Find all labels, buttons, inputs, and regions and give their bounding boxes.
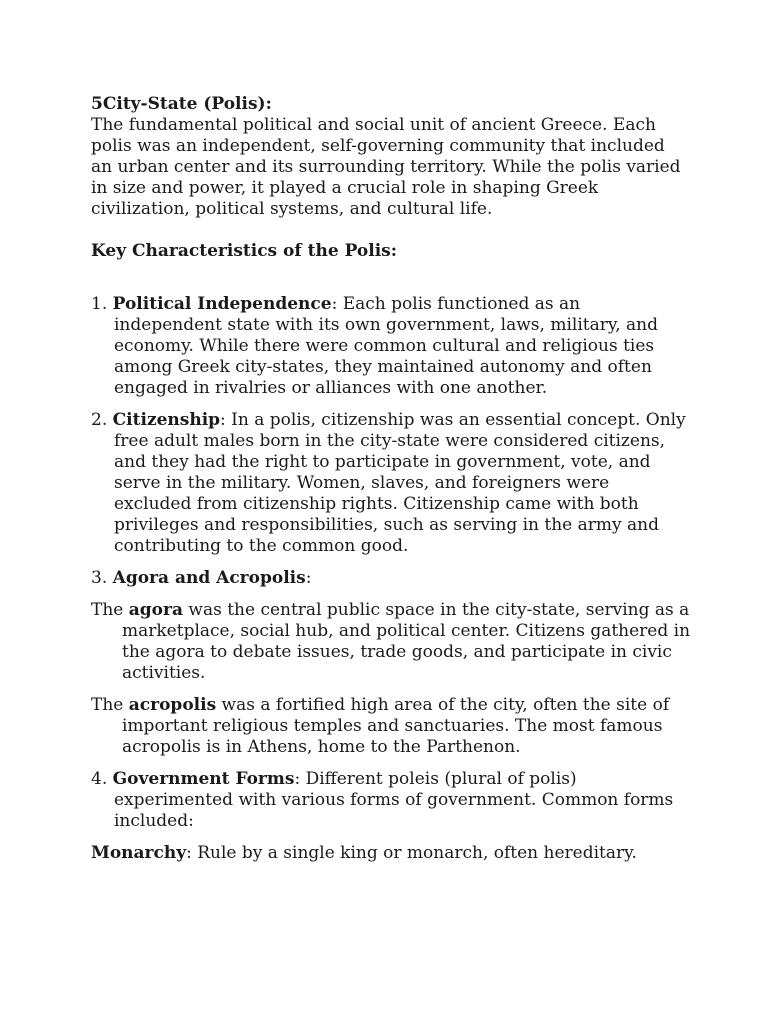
- item-term: Political Independence: [112, 294, 332, 314]
- item-term: Citizenship: [112, 410, 221, 430]
- list-item-political-independence: [91, 294, 691, 399]
- agora-text: was the central public space in the city-state, serving as a marketplace, social hub, and political center. Citizens gathered in the agora to debate issues, trade goods, and participate in civic activities.: [122, 600, 691, 683]
- list-item-government-forms: [91, 769, 691, 832]
- intro-paragraph: The fundamental political and social unit of ancient Greece. Each polis was an independent, self-governing community that included an urban center and its surrounding territory. While the polis varied in size and power, it played a crucial role in shaping Greek civilization, political systems, and cultural life.: [91, 115, 681, 219]
- item-number: 3.: [91, 568, 108, 588]
- document-page: [91, 94, 691, 875]
- item-term: Government Forms: [112, 769, 295, 789]
- item-text: : In a polis, citizenship was an essential concept. Only free adult males born in the city-state were considered citizens, and they had the right to participate in government, vote, and serve in the military. Women, slaves, and foreigners were excluded from citizenship rights. Citizenship came with both privileges and responsibilities, such as serving in the army and contributing to the common good.: [114, 410, 686, 556]
- item-number: 2.: [91, 410, 108, 430]
- agora-prefix: The: [91, 600, 129, 620]
- item-number: 4.: [91, 769, 108, 789]
- agora-term: agora: [128, 600, 183, 620]
- monarchy-term: Monarchy: [91, 843, 187, 863]
- monarchy-paragraph: [91, 843, 691, 864]
- list-item-citizenship: [91, 410, 691, 557]
- document-title: 5City-State (Polis):: [91, 94, 272, 114]
- item-text: : Different poleis (plural of polis) experimented with various forms of government. Common forms included:: [114, 769, 674, 831]
- item-number: 1.: [91, 294, 108, 314]
- acropolis-paragraph: [91, 695, 691, 758]
- monarchy-text: : Rule by a single king or monarch, often hereditary.: [186, 843, 637, 863]
- list-item-agora-acropolis: [91, 568, 691, 589]
- acropolis-prefix: The: [91, 695, 129, 715]
- characteristics-list: [91, 294, 691, 864]
- acropolis-term: acropolis: [128, 695, 217, 715]
- item-text: :: [305, 568, 312, 588]
- key-characteristics-heading: Key Characteristics of the Polis:: [91, 241, 397, 261]
- agora-paragraph: [91, 600, 691, 684]
- acropolis-text: was a fortified high area of the city, often the site of important religious temples and sanctuaries. The most famous acropolis is in Athens, home to the Parthenon.: [122, 695, 670, 757]
- item-text: : Each polis functioned as an independent state with its own government, laws, military, and economy. While there were common cultural and religious ties among Greek city-states, they maintained autonomy and often engaged in rivalries or alliances with one another.: [114, 294, 658, 398]
- item-term: Agora and Acropolis: [112, 568, 306, 588]
